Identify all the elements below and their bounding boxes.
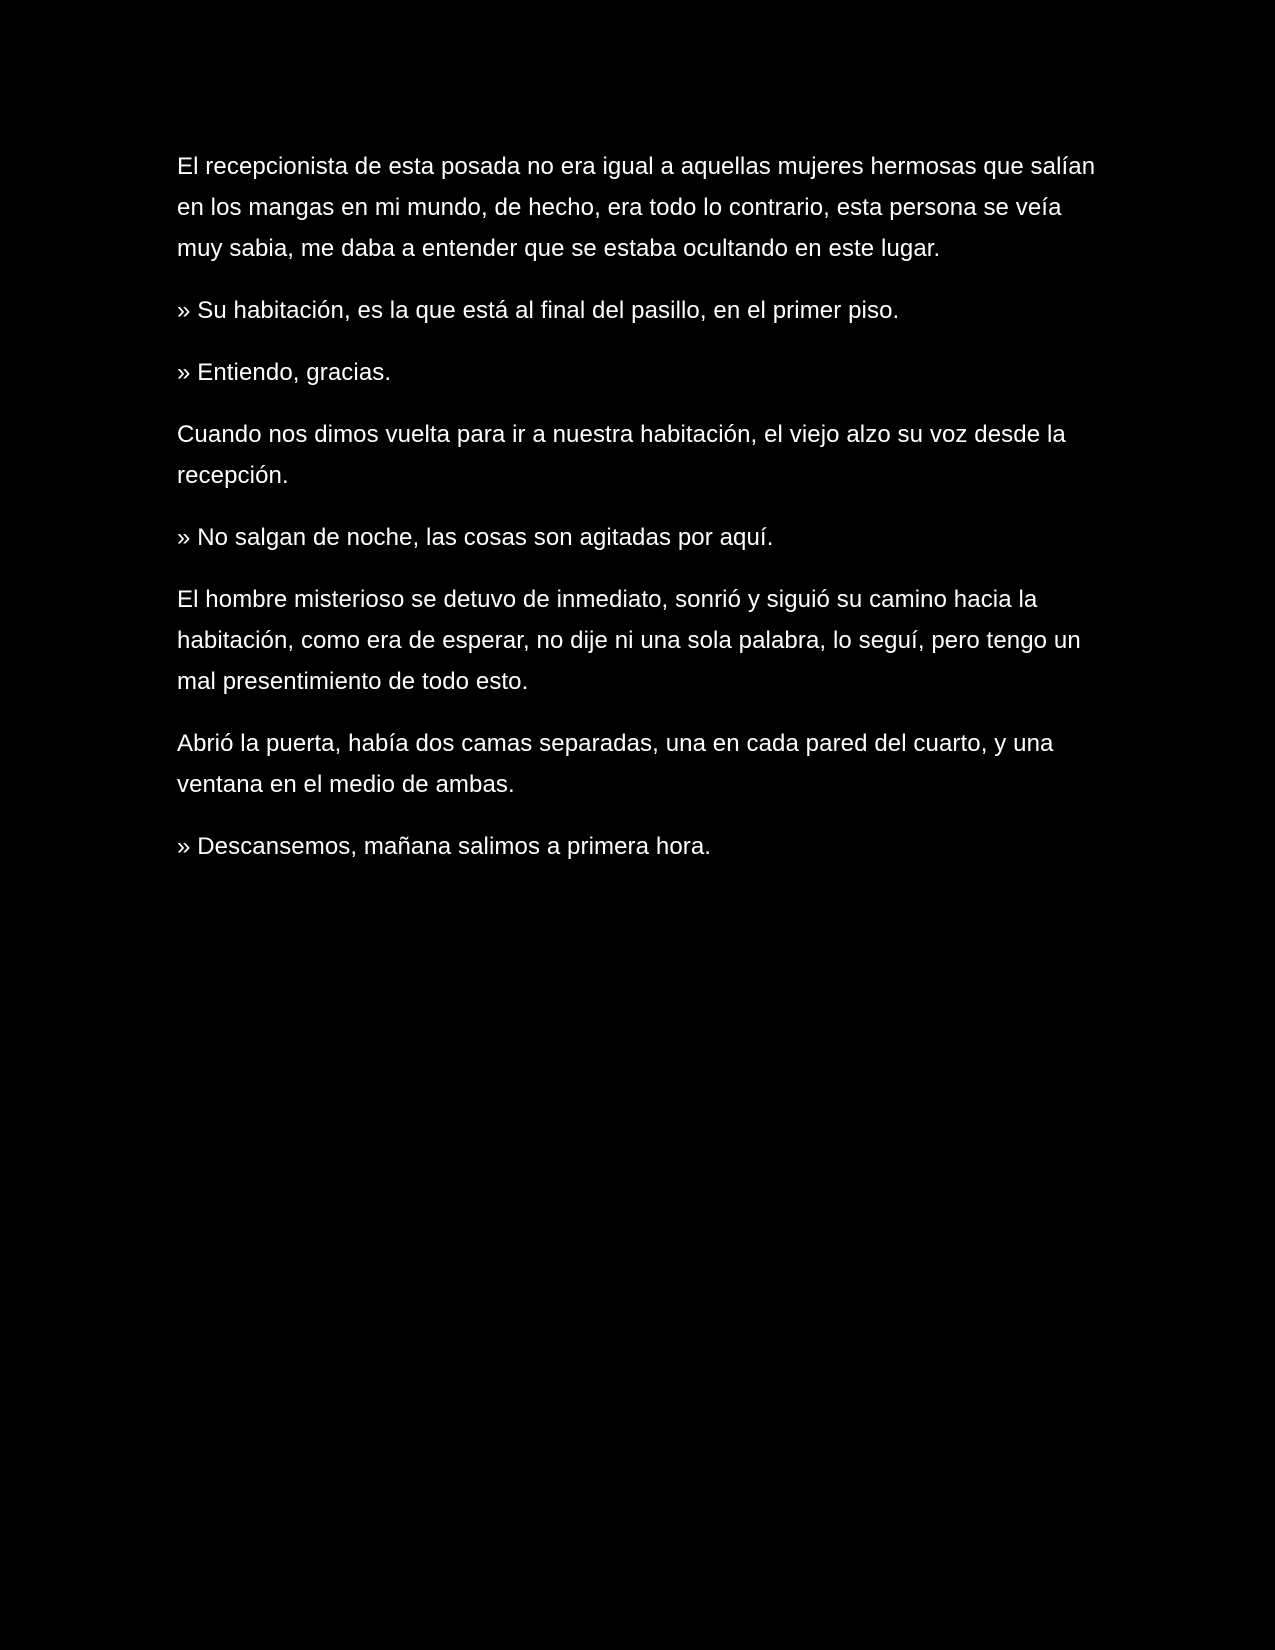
paragraph-3: » Entiendo, gracias. [177,359,392,386]
paragraph-7: Abrió la puerta, había dos camas separadas, una en cada pared del cuarto, y una ventana en el medio de ambas. [177,730,1054,798]
paragraph-2: » Su habitación, es la que está al final del pasillo, en el primer piso. [177,297,900,324]
paragraph-5: » No salgan de noche, las cosas son agitadas por aquí. [177,524,774,551]
paragraph-8: » Descansemos, mañana salimos a primera hora. [177,833,712,860]
document-body [177,146,1107,888]
paragraph-4: Cuando nos dimos vuelta para ir a nuestra habitación, el viejo alzo su voz desde la recepción. [177,421,1066,489]
paragraph-1: El recepcionista de esta posada no era igual a aquellas mujeres hermosas que salían en los mangas en mi mundo, de hecho, era todo lo contrario, esta persona se veía muy sabia, me daba a entender que se estaba ocultando en este lugar. [177,153,1096,262]
paragraph-6: El hombre misterioso se detuvo de inmediato, sonrió y siguió su camino hacia la habitación, como era de esperar, no dije ni una sola palabra, lo seguí, pero tengo un mal presentimiento de todo esto. [177,586,1081,695]
